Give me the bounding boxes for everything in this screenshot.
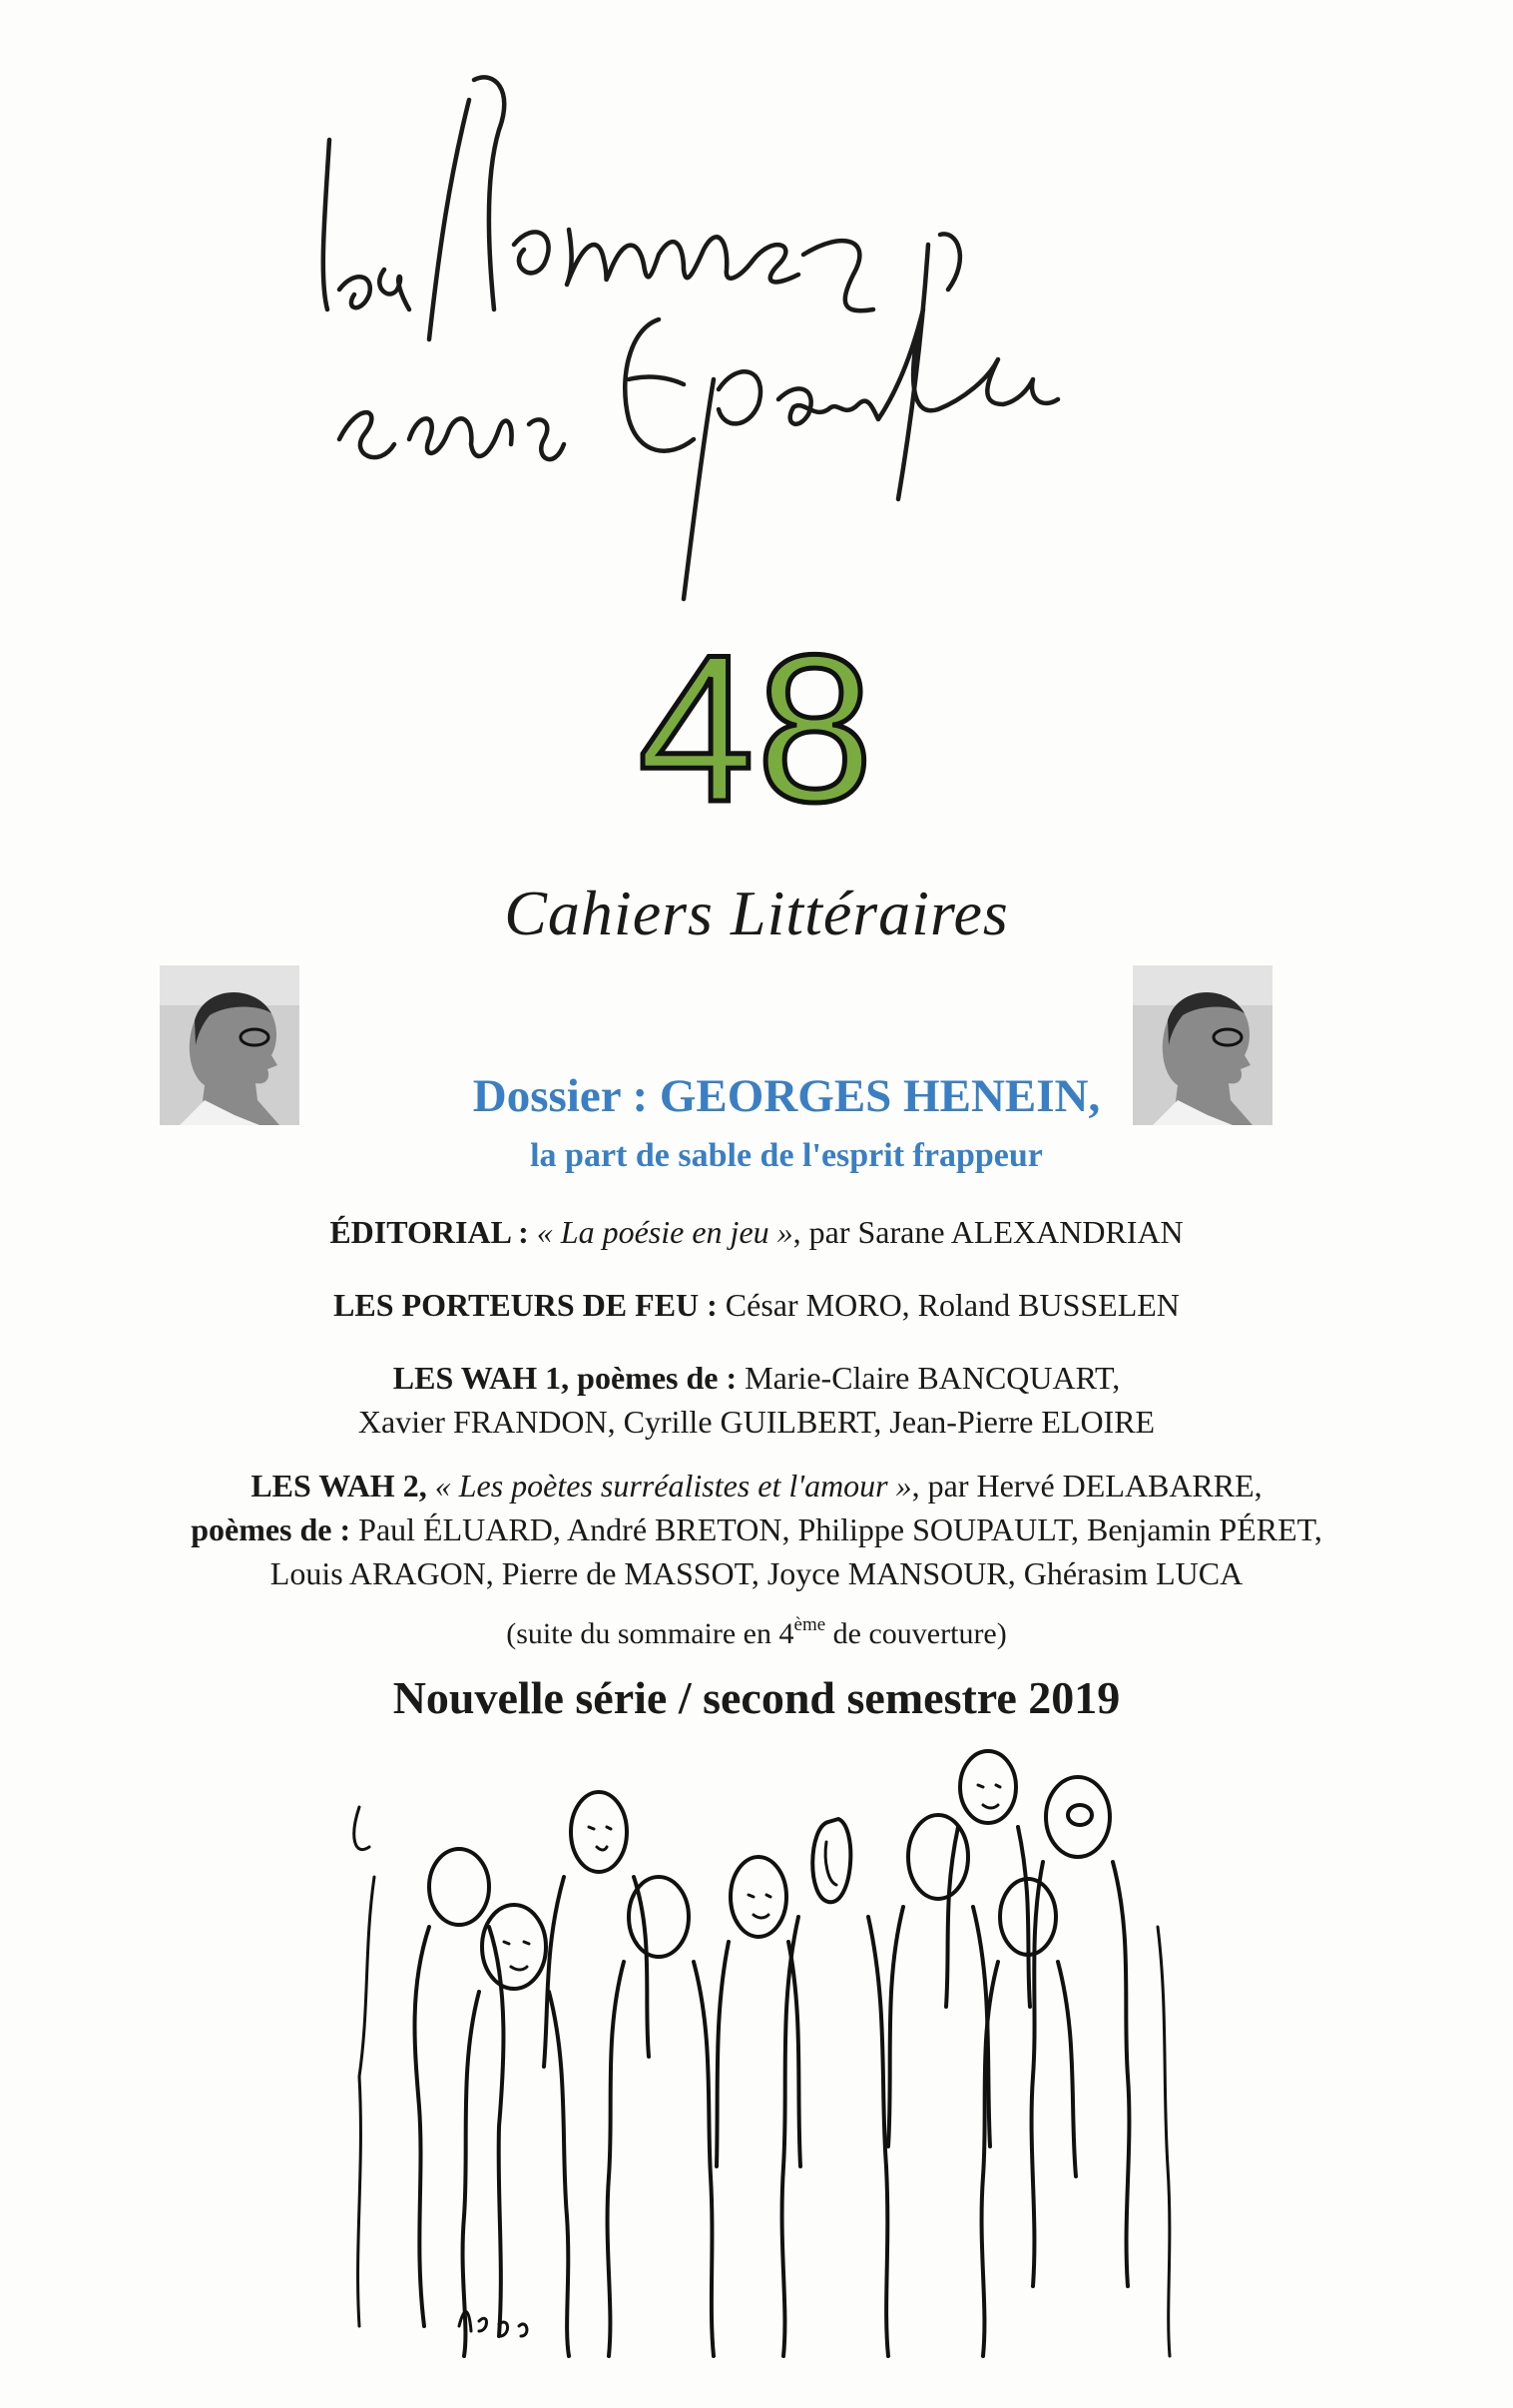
toc-wah2-author: , par Hervé DELABARRE,	[911, 1468, 1262, 1504]
toc-wah2-names-2: Paul ÉLUARD, André BRETON, Philippe SOUPAULT, Benjamin PÉRET,	[350, 1511, 1322, 1547]
toc-wah1-names-1: Marie-Claire BANCQUART,	[737, 1360, 1121, 1396]
dossier-title: Dossier : GEORGES HENEIN,	[472, 1070, 1101, 1122]
toc-editorial-author: , par Sarane ALEXANDRIAN	[792, 1214, 1184, 1250]
handwritten-title-logo	[299, 60, 1158, 619]
toc-continued-note	[0, 1614, 1513, 1654]
series-line: Nouvelle série / second semestre 2019	[392, 1672, 1121, 1723]
dossier-subtitle: la part de sable de l'esprit frappeur	[530, 1137, 1043, 1174]
toc-wah-2	[0, 1464, 1513, 1595]
magazine-subtitle: Cahiers Littéraires	[504, 878, 1009, 948]
toc-wah1-line1	[0, 1356, 1513, 1400]
issue-number: 48	[638, 611, 875, 846]
suite-before: (suite du sommaire en 4	[506, 1617, 794, 1650]
toc-wah2-label: LES WAH 2,	[251, 1468, 427, 1504]
crowd-drawing	[339, 1747, 1178, 2366]
toc-editorial-title: « La poésie en jeu »	[536, 1214, 793, 1250]
suite-after: de couverture)	[825, 1617, 1007, 1650]
toc-wah2-line1	[0, 1464, 1513, 1507]
toc-wah2-poems-label: poèmes de :	[191, 1511, 351, 1547]
toc-wah2-title: « Les poètes surréalistes et l'amour »	[426, 1468, 912, 1504]
toc-porteurs-label: LES PORTEURS DE FEU :	[333, 1287, 718, 1323]
toc-editorial-label: ÉDITORIAL :	[329, 1214, 529, 1250]
suite-sup: ème	[793, 1614, 826, 1635]
toc-wah1-label: LES WAH 1, poèmes de :	[392, 1360, 738, 1396]
toc-wah2-names-3: Louis ARAGON, Pierre de MASSOT, Joyce MANSOUR, Ghérasim LUCA	[269, 1555, 1244, 1591]
toc-wah-1	[0, 1356, 1513, 1444]
toc-wah2-line2	[0, 1507, 1513, 1551]
toc-porteurs-de-feu	[0, 1283, 1513, 1327]
toc-wah1-names-2: Xavier FRANDON, Cyrille GUILBERT, Jean-Pierre ELOIRE	[357, 1404, 1156, 1440]
toc-editorial	[0, 1210, 1513, 1254]
toc-porteurs-names: César MORO, Roland BUSSELEN	[717, 1287, 1180, 1323]
